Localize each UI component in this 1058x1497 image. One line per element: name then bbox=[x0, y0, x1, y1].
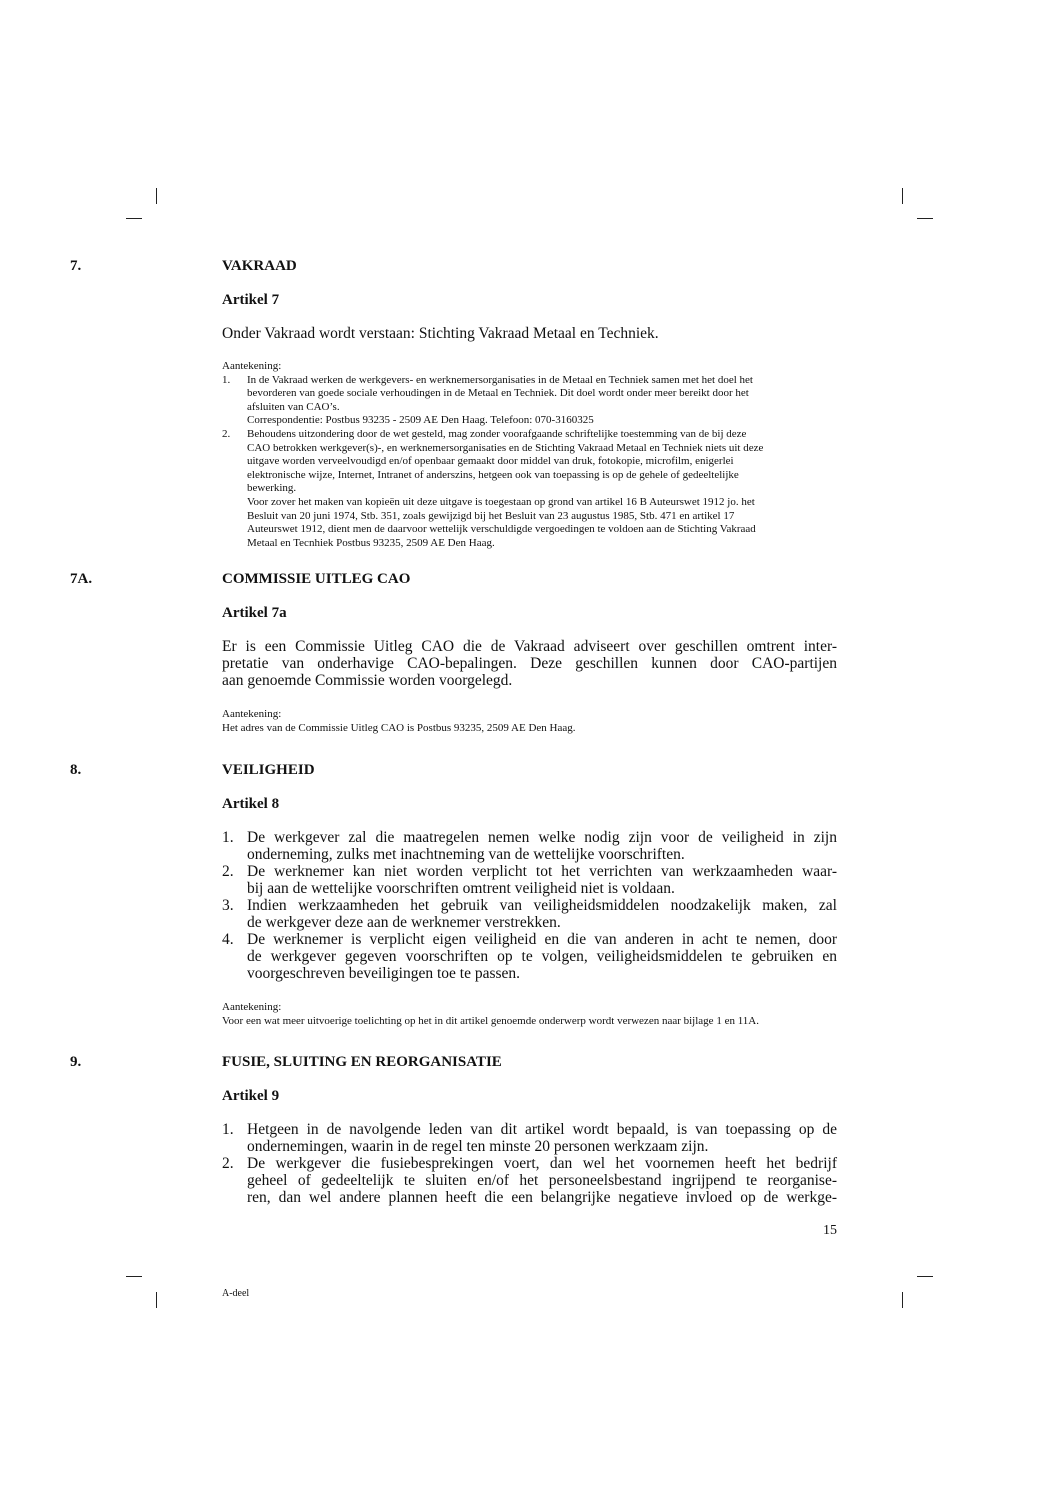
section-9 bbox=[222, 1053, 837, 1206]
artikel-heading: Artikel 7a bbox=[222, 605, 287, 621]
section-title: VAKRAAD bbox=[222, 258, 297, 274]
section-title: VEILIGHEID bbox=[222, 762, 315, 778]
crop-mark bbox=[126, 218, 142, 219]
note-list bbox=[222, 374, 837, 551]
crop-mark bbox=[156, 1292, 157, 1308]
article-body: Onder Vakraad wordt verstaan: Stichting Vakraad Metaal en Techniek. bbox=[222, 325, 659, 342]
crop-mark bbox=[156, 188, 157, 204]
note-item: 2. Behoudens uitzondering door de wet gesteld, mag zonder voorafgaande schriftelijke toestemming van de bij deze CAO betrokken werkgever(s)-, en werknemersorganisaties en de Stichting Vakraad Metaal en Techniek niets uit deze uitgave worden verveelvoudigd en/of openbaar gemaakt door middel van druk, fotokopie, microfilm, enigerlei elektronische wijze, Internet, Intranet of anderszins, hetgeen ook van toepassing is op de gehele of gedeeltelijke bewerking. Voor zover het maken van kopieën uit deze uitgave is toegestaan op grond van artikel 16 B Auteurswet 1912 jo. het Besluit van 20 juni 1974, Stb. 351, zoals gewijzigd bij het Besluit van 23 augustus 1985, Stb. 471 en artikel 17 Auteurswet 1912, dient men de daarvoor wettelijk verschuldigde vergoedingen te voldoen aan de Stichting Vakraad Metaal en Tecnhiek Postbus 93235, 2509 AE Den Haag. bbox=[222, 427, 764, 549]
crop-mark bbox=[917, 218, 933, 219]
footer-label: A-deel bbox=[222, 1288, 250, 1299]
list-item: 4. De werknemer is verplicht eigen veiligheid en die van anderen in acht te nemen, door de werkgever gegeven voorschriften op te volgen, veiligheidsmiddelen te gebruiken en voorgeschreven beveiligingen toe te passen. bbox=[222, 931, 837, 982]
section-7 bbox=[222, 257, 837, 550]
artikel-heading: Artikel 7 bbox=[222, 292, 280, 308]
article-body-line: pretatie van onderhavige CAO-bepalingen. Deze geschillen kunnen door CAO-partijen bbox=[222, 655, 837, 672]
section-number: 7. bbox=[70, 258, 82, 274]
section-title: FUSIE, SLUITING EN REORGANISATIE bbox=[222, 1054, 502, 1070]
list-item: 3. Indien werkzaamheden het gebruik van veiligheidsmiddelen noodzakelijk maken, zal de werkgever deze aan de werknemer verstrekken. bbox=[222, 897, 837, 931]
note-text: Het adres van de Commissie Uitleg CAO is Postbus 93235, 2509 AE Den Haag. bbox=[222, 721, 576, 734]
list-item: 2. De werknemer kan niet worden verplicht tot het verrichten van werkzaamheden waar- bij aan de wettelijke voorschriften omtrent veiligheid niet is voldaan. bbox=[222, 863, 837, 897]
crop-mark bbox=[917, 1276, 933, 1277]
note-label: Aantekening: bbox=[222, 360, 282, 372]
section-number: 8. bbox=[70, 762, 82, 778]
section-8 bbox=[222, 761, 837, 1028]
note-text: Voor een wat meer uitvoerige toelichting op het in dit artikel genoemde onderwerp wordt verwezen naar bijlage 1 en 11A. bbox=[222, 1014, 759, 1027]
page-number: 15 bbox=[823, 1223, 837, 1238]
crop-mark bbox=[902, 188, 903, 204]
section-title: COMMISSIE UITLEG CAO bbox=[222, 571, 411, 587]
section-number: 9. bbox=[70, 1054, 82, 1070]
list-item: 2. De werkgever die fusiebesprekingen voert, dan wel het voornemen heeft het bedrijf geheel of gedeeltelijk te sluiten en/of het personeelsbestand ingrijpend te reorganise- ren, dan wel andere plannen heeft die een belangrijke negatieve invloed op de werkge- bbox=[222, 1155, 837, 1206]
section-number: 7A. bbox=[70, 571, 93, 587]
list-item: 1. Hetgeen in de navolgende leden van dit artikel wordt bepaald, is van toepassing op de ondernemingen, waarin in de regel ten minste 20 personen werkzaam zijn. bbox=[222, 1121, 837, 1155]
note-label: Aantekening: bbox=[222, 1001, 282, 1013]
list-item: 1. De werkgever zal die maatregelen nemen welke nodig zijn voor de veiligheid in zijn onderneming, zulks met inachtneming van de wettelijke voorschriften. bbox=[222, 829, 837, 863]
crop-mark bbox=[902, 1292, 903, 1308]
section-7a bbox=[222, 570, 837, 735]
article-list bbox=[222, 1121, 837, 1206]
article-list bbox=[222, 829, 837, 982]
artikel-heading: Artikel 8 bbox=[222, 796, 280, 812]
artikel-heading: Artikel 9 bbox=[222, 1088, 280, 1104]
article-body-line: Er is een Commissie Uitleg CAO die de Vakraad adviseert over geschillen omtrent inter- bbox=[222, 638, 837, 655]
article-body-line: aan genoemde Commissie worden voorgelegd. bbox=[222, 672, 513, 689]
note-label: Aantekening: bbox=[222, 708, 282, 720]
crop-mark bbox=[126, 1276, 142, 1277]
note-item: 1. In de Vakraad werken de werkgevers- en werknemersorganisaties in de Metaal en Techniek samen met het doel het bevorderen van goede sociale verhoudingen in de Metaal en Techniek. Dit doel wordt onder meer bereikt door het afsluiten van CAO’s. Correspondentie: Postbus 93235 - 2509 AE Den Haag. Telefoon: 070-3160325 bbox=[222, 373, 753, 427]
